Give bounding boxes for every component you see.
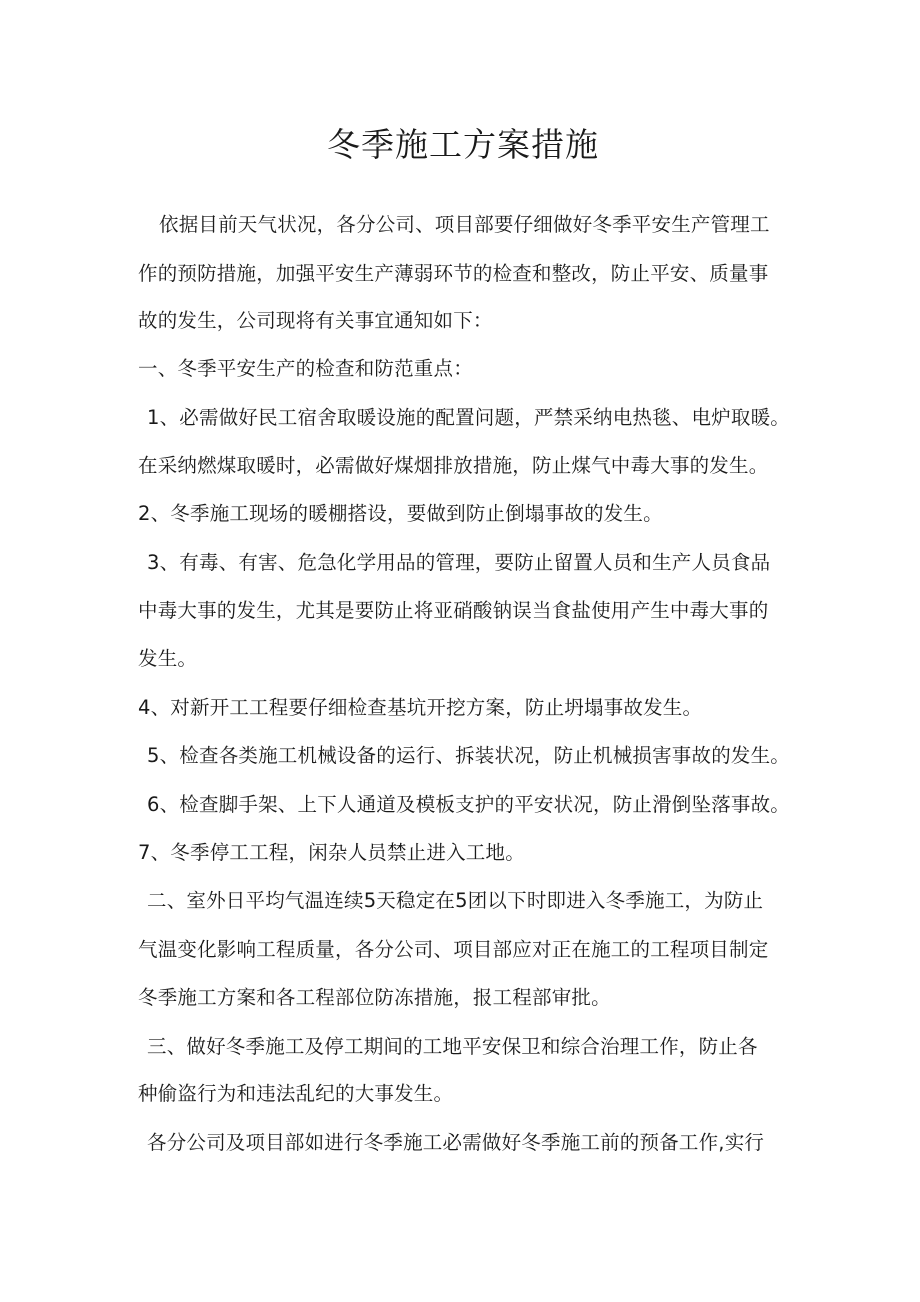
list-item: 在采纳燃煤取暖时，必需做好煤烟排放措施，防止煤气中毒大事的发生。 — [138, 454, 769, 477]
paragraph-line: 冬季施工方案和各工程部位防冻措施，报工程部审批。 — [138, 986, 611, 1009]
paragraph-line: 作的预防措施，加强平安生产薄弱环节的检查和整改，防止平安、质量事 — [138, 262, 769, 285]
page-title: 冬季施工方案措施 — [327, 125, 599, 164]
list-item: 2、冬季施工现场的暖棚搭设，要做到防止倒塌事故的发生。 — [138, 502, 663, 525]
paragraph-line: 故的发生，公司现将有关事宜通知如下： — [138, 309, 493, 332]
list-item: 发生。 — [138, 647, 198, 670]
section-heading: 二、室外日平均气温连续5天稳定在5团以下时即进入冬季施工，为防止 — [147, 889, 764, 912]
list-item: 1、必需做好民工宿舍取暖设施的配置问题，严禁采纳电热毯、电炉取暖。 — [147, 406, 791, 429]
paragraph-line: 各分公司及项目部如进行冬季施工必需做好冬季施工前的预备工作,实行 — [147, 1131, 765, 1154]
section-heading: 一、冬季平安生产的检查和防范重点： — [138, 357, 473, 380]
section-heading: 三、做好冬季施工及停工期间的工地平安保卫和综合治理工作，防止各 — [147, 1035, 758, 1058]
list-item: 3、有毒、有害、危急化学用品的管理，要防止留置人员和生产人员食品 — [147, 551, 771, 574]
paragraph-line: 依据目前天气状况，各分公司、项目部要仔细做好冬季平安生产管理工 — [159, 213, 770, 236]
list-item: 5、检查各类施工机械设备的运行、拆装状况，防止机械损害事故的发生。 — [147, 744, 791, 767]
list-item: 6、检查脚手架、上下人通道及模板支护的平安状况，防止滑倒坠落事故。 — [147, 793, 791, 816]
paragraph-line: 种偷盗行为和违法乱纪的大事发生。 — [138, 1082, 454, 1105]
paragraph-line: 气温变化影响工程质量，各分公司、项目部应对正在施工的工程项目制定 — [138, 938, 769, 961]
list-item: 4、对新开工工程要仔细检查基坑开挖方案，防止坍塌事故发生。 — [138, 696, 703, 719]
list-item: 中毒大事的发生，尤其是要防止将亚硝酸钠误当食盐使用产生中毒大事的 — [138, 599, 769, 622]
list-item: 7、冬季停工工程，闲杂人员禁止进入工地。 — [138, 841, 525, 864]
